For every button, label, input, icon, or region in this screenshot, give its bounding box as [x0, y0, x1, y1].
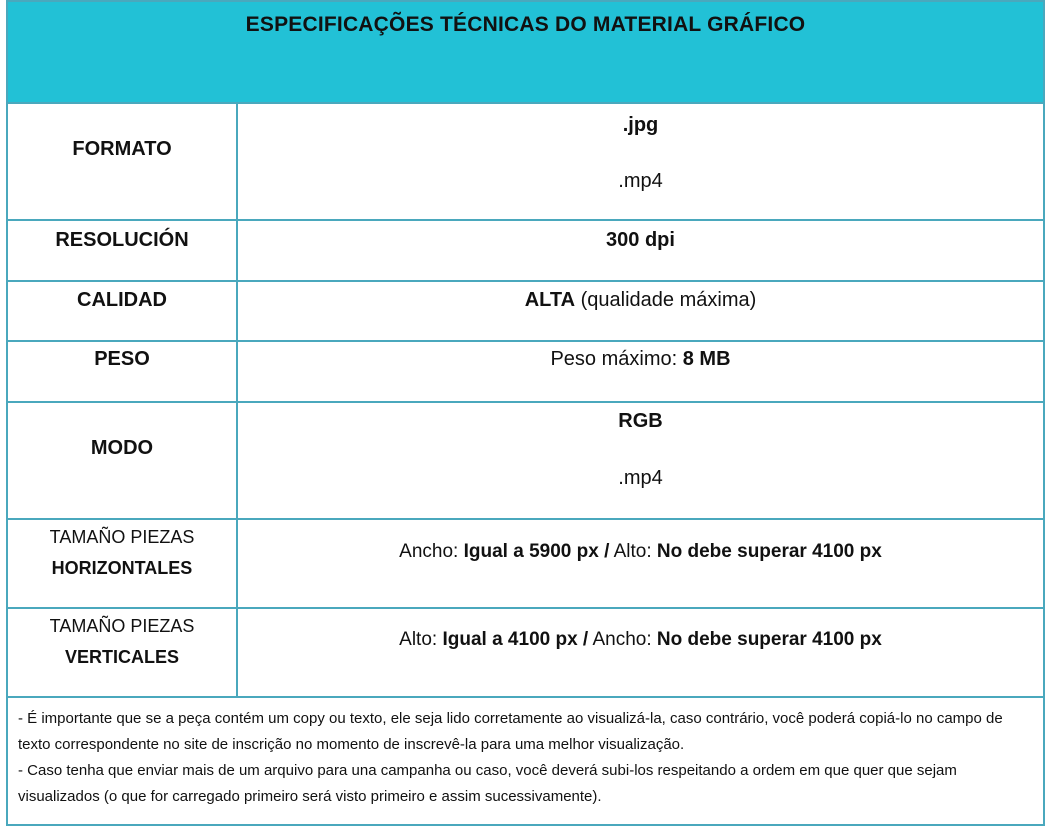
- row-label-line2: HORIZONTALES: [51, 558, 193, 578]
- value-mp4: .mp4: [618, 467, 663, 489]
- note-file-order: - Caso tenha que enviar mais de um arquivo para una campanha ou caso, você deverá subi-los respeitando a ordem em que quer que sejam visualizados (o que for carregado primeiro será visto primeiro e assim sucessivamente).: [18, 762, 957, 805]
- row-peso: [8, 342, 1043, 403]
- value-peso-bold: 8 MB: [682, 348, 731, 370]
- row-value-cell: [238, 104, 1043, 219]
- row-label-modo: MODO: [90, 437, 154, 459]
- row-label-cell: [8, 609, 238, 696]
- row-value-cell: [238, 282, 1043, 340]
- row-label-cell: [8, 520, 238, 607]
- row-label-cell: [8, 342, 238, 401]
- page-title: ESPECIFICAÇÕES TÉCNICAS DO MATERIAL GRÁFICO: [245, 13, 806, 36]
- row-label-cell: [8, 282, 238, 340]
- value-calidad-rest: (qualidade máxima): [575, 289, 757, 311]
- value-peso: [238, 348, 1043, 371]
- row-value-cell: [238, 221, 1043, 280]
- table-header: [8, 2, 1043, 104]
- spec-table: [6, 0, 1045, 826]
- value-calidad: [238, 289, 1043, 312]
- value-horizontales: [238, 541, 1043, 563]
- value-part: Alto:: [609, 541, 657, 562]
- row-horizontales: [8, 520, 1043, 609]
- row-label-calidad: CALIDAD: [77, 289, 167, 311]
- row-calidad: [8, 282, 1043, 342]
- value-part-bold: Igual a 4100 px /: [442, 629, 589, 650]
- row-label-peso: PESO: [94, 348, 150, 370]
- row-label-line2: VERTICALES: [64, 647, 179, 667]
- value-resolucion: 300 dpi: [606, 229, 675, 251]
- notes: [8, 698, 1043, 810]
- row-label-cell: [8, 403, 238, 518]
- row-formato: [8, 104, 1043, 221]
- value-jpg: .jpg: [622, 114, 659, 136]
- value-part-bold: No debe superar 4100 px: [656, 629, 882, 650]
- note-copy-text: - É importante que se a peça contém um copy ou texto, ele seja lido corretamente ao visualizá-la, caso contrário, você poderá copiá-lo no campo de texto correspondente no site de inscrição no momento de inscrevê-la para uma melhor visualização.: [18, 710, 1003, 753]
- row-resolucion: [8, 221, 1043, 282]
- value-part: Ancho:: [399, 541, 464, 562]
- row-value-cell: [238, 342, 1043, 401]
- row-label-cell: [8, 104, 238, 219]
- value-calidad-bold: ALTA: [524, 289, 576, 311]
- row-label-line1: TAMAÑO PIEZAS: [49, 527, 195, 547]
- row-label-resolucion: RESOLUCIÓN: [55, 229, 189, 251]
- value-peso-prefix: Peso máximo:: [550, 348, 683, 370]
- row-value-cell: [238, 403, 1043, 518]
- row-label-line1: TAMAÑO PIEZAS: [49, 616, 195, 636]
- row-value-cell: [238, 609, 1043, 696]
- row-label-cell: [8, 221, 238, 280]
- row-label-formato: FORMATO: [72, 138, 172, 160]
- row-modo: [8, 403, 1043, 520]
- value-part-bold: Igual a 5900 px /: [463, 541, 610, 562]
- value-part: Ancho:: [588, 629, 657, 650]
- value-rgb: RGB: [618, 410, 663, 432]
- row-verticales: [8, 609, 1043, 698]
- value-part: Alto:: [399, 629, 443, 650]
- row-value-cell: [238, 520, 1043, 607]
- value-part-bold: No debe superar 4100 px: [656, 541, 882, 562]
- value-verticales: [238, 629, 1043, 651]
- value-mp4: .mp4: [618, 170, 663, 192]
